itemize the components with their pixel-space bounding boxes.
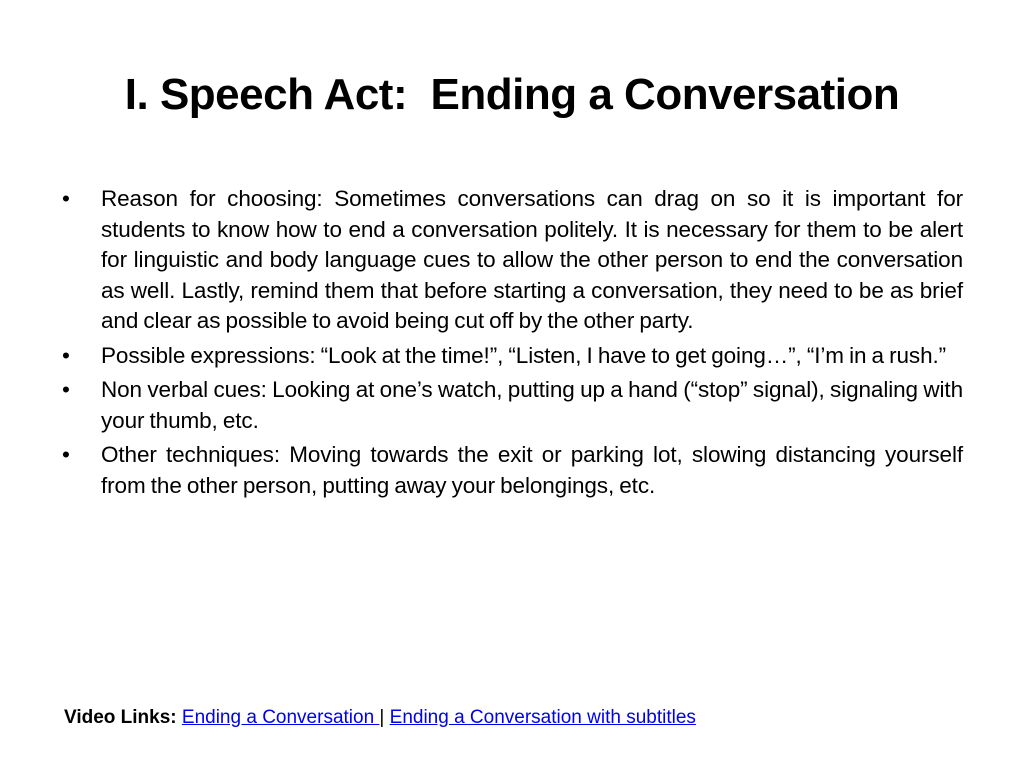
bullet-item-expressions [62,341,963,372]
bullet-list [62,184,963,501]
bullet-dot-icon: • [62,342,70,368]
slide-body [62,184,963,505]
ending-conversation-link[interactable]: Ending a Conversation [181,707,380,728]
slide-title: I. Speech Act: Ending a Conversation [124,70,900,119]
bullet-item-reason [62,184,963,337]
video-links-label: Video Links: [64,707,177,728]
bullet-text: Other techniques: Moving towards the exit or parking lot, slowing distancing yourself from the other person, putting away your belongings, etc. [101,442,963,498]
bullet-text: Possible expressions: “Look at the time!”, “Listen, I have to get going…”, “I’m in a rush.” [101,342,947,368]
bullet-item-nonverbal-cues [62,375,963,436]
video-links-footer [64,706,696,730]
bullet-dot-icon: • [62,377,70,402]
ending-conversation-subtitles-link[interactable]: Ending a Conversation with subtitles [389,707,696,728]
link-separator: | [379,707,385,728]
bullet-text: Non verbal cues: Looking at one’s watch, putting up a hand (“stop” signal), signaling with your thumb, etc. [101,377,963,433]
bullet-dot-icon: • [62,442,70,467]
bullet-text: Reason for choosing: Sometimes conversations can drag on so it is important for students to know how to end a conversation politely. It is necessary for them to be alert for linguistic and body language cues to allow the other person to end the conversation as well. Lastly, remind them that before starting a conversation, they need to be as brief and clear as possible to avoid being cut off by the other party. [101,186,963,333]
bullet-dot-icon: • [62,186,70,211]
bullet-item-other-techniques [62,440,963,501]
